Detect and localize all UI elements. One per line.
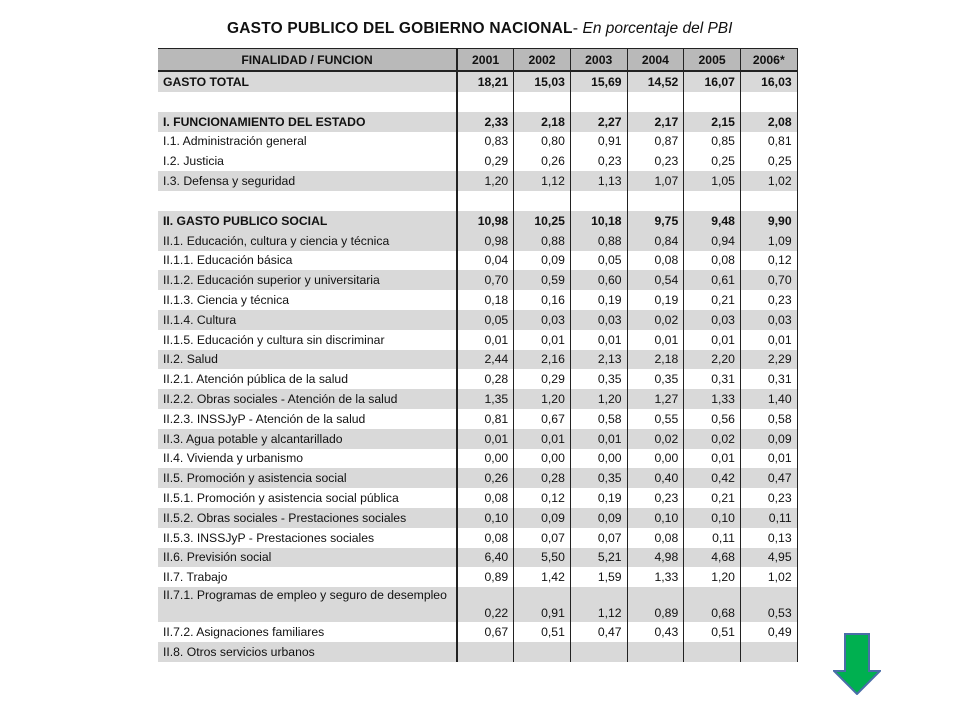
row-value: 0,19 — [570, 488, 627, 508]
header-finalidad-funcion: FINALIDAD / FUNCION — [158, 49, 457, 72]
title-subtitle: En porcentaje del PBI — [582, 20, 733, 37]
row-value: 15,69 — [570, 71, 627, 92]
table-row — [158, 587, 797, 622]
row-value: 0,29 — [514, 369, 571, 389]
row-value: 2,33 — [457, 112, 514, 132]
row-value: 1,27 — [627, 389, 684, 409]
row-value: 10,25 — [514, 211, 571, 231]
row-value: 0,01 — [457, 330, 514, 350]
row-value: 0,01 — [570, 330, 627, 350]
table-row — [158, 508, 797, 528]
row-value: 0,01 — [740, 330, 797, 350]
row-value: 2,15 — [684, 112, 741, 132]
row-value — [740, 191, 797, 211]
table-row — [158, 132, 797, 152]
row-value — [684, 642, 741, 662]
row-value — [684, 92, 741, 112]
row-value: 0,10 — [457, 508, 514, 528]
header-year: 2001 — [457, 49, 514, 72]
row-value: 0,11 — [684, 528, 741, 548]
row-value: 18,21 — [457, 71, 514, 92]
row-value: 0,05 — [570, 251, 627, 271]
row-value — [457, 642, 514, 662]
header-year: 2005 — [684, 49, 741, 72]
row-value: 0,22 — [457, 587, 514, 622]
table-row — [158, 92, 797, 112]
row-value: 15,03 — [514, 71, 571, 92]
row-value: 0,98 — [457, 231, 514, 251]
row-value: 9,75 — [627, 211, 684, 231]
row-label: II.2.2. Obras sociales - Atención de la salud — [158, 389, 457, 409]
row-value: 5,21 — [570, 548, 627, 568]
row-value: 0,35 — [627, 369, 684, 389]
row-value: 0,84 — [627, 231, 684, 251]
row-value: 2,16 — [514, 350, 571, 370]
row-value: 0,19 — [627, 290, 684, 310]
row-value: 0,12 — [740, 251, 797, 271]
row-value: 0,35 — [570, 369, 627, 389]
row-value: 0,01 — [570, 429, 627, 449]
table-row — [158, 409, 797, 429]
row-value: 0,10 — [684, 508, 741, 528]
expenditure-table — [158, 48, 798, 662]
row-value: 0,09 — [514, 508, 571, 528]
row-value: 0,01 — [684, 330, 741, 350]
row-value: 0,02 — [627, 310, 684, 330]
row-value — [740, 92, 797, 112]
row-value: 0,03 — [740, 310, 797, 330]
row-value: 0,83 — [457, 132, 514, 152]
table-row — [158, 548, 797, 568]
row-value: 10,98 — [457, 211, 514, 231]
row-value — [570, 191, 627, 211]
row-value — [457, 191, 514, 211]
table-row — [158, 488, 797, 508]
row-value: 2,13 — [570, 350, 627, 370]
row-value — [570, 92, 627, 112]
row-value: 0,23 — [740, 290, 797, 310]
row-label: II.6. Previsión social — [158, 548, 457, 568]
row-value: 0,49 — [740, 622, 797, 642]
row-value: 2,27 — [570, 112, 627, 132]
down-arrow-icon[interactable] — [833, 633, 881, 695]
row-value: 0,19 — [570, 290, 627, 310]
row-value: 1,07 — [627, 171, 684, 191]
row-value: 0,35 — [570, 468, 627, 488]
row-value: 0,85 — [684, 132, 741, 152]
row-value: 1,02 — [740, 171, 797, 191]
row-value: 1,20 — [684, 567, 741, 587]
row-value: 10,18 — [570, 211, 627, 231]
row-label: II.2.3. INSSJyP - Atención de la salud — [163, 411, 366, 426]
row-value: 0,58 — [570, 409, 627, 429]
row-value: 16,03 — [740, 71, 797, 92]
row-value: 0,08 — [457, 488, 514, 508]
row-value: 0,18 — [457, 290, 514, 310]
row-value: 1,12 — [570, 587, 627, 622]
table-row — [158, 231, 797, 251]
row-value: 1,13 — [570, 171, 627, 191]
table-header-row — [158, 49, 797, 72]
row-label: II.1.2. Educación superior y universitaria — [158, 270, 457, 290]
row-value: 0,08 — [627, 251, 684, 271]
row-label: II.7.2. Asignaciones familiares — [163, 625, 325, 640]
row-value: 6,40 — [457, 548, 514, 568]
row-value: 0,70 — [457, 270, 514, 290]
row-value: 1,02 — [740, 567, 797, 587]
row-value: 0,43 — [627, 622, 684, 642]
table-row — [158, 389, 797, 409]
row-value: 4,68 — [684, 548, 741, 568]
row-value: 1,42 — [514, 567, 571, 587]
row-value: 0,00 — [627, 449, 684, 469]
row-value: 4,98 — [627, 548, 684, 568]
row-value: 0,68 — [684, 587, 741, 622]
row-value: 1,12 — [514, 171, 571, 191]
row-value: 0,00 — [457, 449, 514, 469]
row-value: 0,05 — [457, 310, 514, 330]
row-value: 0,12 — [514, 488, 571, 508]
row-value: 0,01 — [457, 429, 514, 449]
table-row — [158, 642, 797, 662]
row-label: I. FUNCIONAMIENTO DEL ESTADO — [158, 112, 457, 132]
row-value: 0,04 — [457, 251, 514, 271]
row-value — [457, 92, 514, 112]
row-value: 0,54 — [627, 270, 684, 290]
row-label: II.1.3. Ciencia y técnica — [163, 293, 289, 308]
page-title — [227, 20, 732, 38]
row-value: 0,89 — [457, 567, 514, 587]
table-row — [158, 171, 797, 191]
row-label — [158, 191, 457, 211]
row-value: 0,28 — [457, 369, 514, 389]
row-value: 0,03 — [514, 310, 571, 330]
table-row — [158, 468, 797, 488]
table-row — [158, 310, 797, 330]
table-row — [158, 251, 797, 271]
table-row — [158, 71, 797, 92]
row-value — [627, 191, 684, 211]
table-row — [158, 270, 797, 290]
row-value: 0,80 — [514, 132, 571, 152]
row-value: 0,53 — [740, 587, 797, 622]
row-value: 0,88 — [514, 231, 571, 251]
row-value: 1,35 — [457, 389, 514, 409]
row-value: 0,61 — [684, 270, 741, 290]
table-row — [158, 429, 797, 449]
row-label: I.2. Justicia — [163, 154, 224, 169]
row-value: 0,01 — [514, 330, 571, 350]
row-value: 0,67 — [514, 409, 571, 429]
row-value: 0,25 — [740, 151, 797, 171]
row-value: 0,91 — [570, 132, 627, 152]
row-value: 0,09 — [570, 508, 627, 528]
row-value: 0,08 — [627, 528, 684, 548]
row-value: 0,03 — [684, 310, 741, 330]
row-value: 0,08 — [684, 251, 741, 271]
row-value: 0,00 — [514, 449, 571, 469]
row-value: 0,16 — [514, 290, 571, 310]
table-row — [158, 449, 797, 469]
row-label: II.3. Agua potable y alcantarillado — [158, 429, 457, 449]
row-value: 0,01 — [684, 449, 741, 469]
row-label: II.5.3. INSSJyP - Prestaciones sociales — [163, 530, 375, 545]
row-value: 0,02 — [627, 429, 684, 449]
row-value: 0,11 — [740, 508, 797, 528]
row-value: 0,51 — [514, 622, 571, 642]
row-label: II.1.1. Educación básica — [163, 253, 293, 268]
row-value: 0,87 — [627, 132, 684, 152]
row-value: 0,26 — [514, 151, 571, 171]
row-value: 0,23 — [570, 151, 627, 171]
row-value: 1,59 — [570, 567, 627, 587]
row-value: 0,28 — [514, 468, 571, 488]
row-label: II.5.2. Obras sociales - Prestaciones sociales — [158, 508, 457, 528]
row-value: 1,40 — [740, 389, 797, 409]
row-value: 0,13 — [740, 528, 797, 548]
row-value: 2,08 — [740, 112, 797, 132]
row-value: 0,89 — [627, 587, 684, 622]
row-value: 2,20 — [684, 350, 741, 370]
row-label: II.5.1. Promoción y asistencia social pública — [163, 491, 399, 506]
table-row — [158, 211, 797, 231]
table-row — [158, 112, 797, 132]
row-value: 0,10 — [627, 508, 684, 528]
row-label: I.3. Defensa y seguridad — [158, 171, 457, 191]
row-label: II.7. Trabajo — [163, 570, 228, 585]
row-value: 0,47 — [740, 468, 797, 488]
row-value: 0,81 — [740, 132, 797, 152]
row-value — [570, 642, 627, 662]
row-value — [514, 642, 571, 662]
table-row — [158, 369, 797, 389]
row-value: 2,17 — [627, 112, 684, 132]
row-value: 0,08 — [457, 528, 514, 548]
row-value: 1,20 — [457, 171, 514, 191]
row-value — [514, 92, 571, 112]
row-value: 0,00 — [570, 449, 627, 469]
row-label: II.1.5. Educación y cultura sin discriminar — [163, 332, 385, 347]
row-value: 14,52 — [627, 71, 684, 92]
row-value — [627, 92, 684, 112]
row-value: 2,18 — [514, 112, 571, 132]
row-value: 1,20 — [514, 389, 571, 409]
row-label — [158, 92, 457, 112]
row-label: II.1. Educación, cultura y ciencia y técnica — [158, 231, 457, 251]
row-value: 0,01 — [514, 429, 571, 449]
title-separator: - — [572, 20, 579, 37]
row-value: 0,31 — [740, 369, 797, 389]
table-row — [158, 528, 797, 548]
row-value: 0,91 — [514, 587, 571, 622]
row-label: I.1. Administración general — [163, 134, 307, 149]
row-value: 0,51 — [684, 622, 741, 642]
table-row — [158, 290, 797, 310]
row-value: 0,81 — [457, 409, 514, 429]
row-value: 16,07 — [684, 71, 741, 92]
row-value: 0,88 — [570, 231, 627, 251]
header-year: 2003 — [570, 49, 627, 72]
table-row — [158, 191, 797, 211]
row-value: 0,23 — [627, 151, 684, 171]
row-label: II.4. Vivienda y urbanismo — [163, 451, 304, 466]
row-value: 0,07 — [570, 528, 627, 548]
row-label: II.1.4. Cultura — [158, 310, 457, 330]
row-value: 2,44 — [457, 350, 514, 370]
row-value: 0,58 — [740, 409, 797, 429]
table-row — [158, 622, 797, 642]
row-value: 0,70 — [740, 270, 797, 290]
row-value: 0,02 — [684, 429, 741, 449]
row-value: 0,07 — [514, 528, 571, 548]
row-value: 1,05 — [684, 171, 741, 191]
row-label: II.7.1. Programas de empleo y seguro de desempleo — [158, 587, 457, 622]
row-value: 9,90 — [740, 211, 797, 231]
row-value: 1,33 — [627, 567, 684, 587]
row-value: 0,23 — [740, 488, 797, 508]
header-year: 2004 — [627, 49, 684, 72]
row-value: 0,67 — [457, 622, 514, 642]
row-value: 0,94 — [684, 231, 741, 251]
row-label: II.2. Salud — [158, 350, 457, 370]
row-value: 5,50 — [514, 548, 571, 568]
row-value: 0,09 — [514, 251, 571, 271]
table-row — [158, 330, 797, 350]
row-label: II.8. Otros servicios urbanos — [158, 642, 457, 662]
row-value: 1,20 — [570, 389, 627, 409]
row-label: GASTO TOTAL — [158, 71, 457, 92]
row-value: 0,26 — [457, 468, 514, 488]
row-value: 0,03 — [570, 310, 627, 330]
row-value: 0,42 — [684, 468, 741, 488]
row-value: 2,29 — [740, 350, 797, 370]
row-value: 1,09 — [740, 231, 797, 251]
row-value: 0,29 — [457, 151, 514, 171]
row-value: 0,25 — [684, 151, 741, 171]
row-value: 0,23 — [627, 488, 684, 508]
row-value — [740, 642, 797, 662]
row-label: II.5. Promoción y asistencia social — [158, 468, 457, 488]
title-main: GASTO PUBLICO DEL GOBIERNO NACIONAL — [227, 20, 573, 37]
row-value — [514, 191, 571, 211]
row-value: 0,31 — [684, 369, 741, 389]
row-value — [684, 191, 741, 211]
table-row — [158, 151, 797, 171]
row-value: 1,33 — [684, 389, 741, 409]
header-year: 2002 — [514, 49, 571, 72]
row-value: 0,55 — [627, 409, 684, 429]
row-label: II.2.1. Atención pública de la salud — [163, 372, 348, 387]
row-value: 9,48 — [684, 211, 741, 231]
table-row — [158, 350, 797, 370]
header-year: 2006* — [740, 49, 797, 72]
row-label: II. GASTO PUBLICO SOCIAL — [158, 211, 457, 231]
row-value: 0,01 — [740, 449, 797, 469]
row-value: 0,60 — [570, 270, 627, 290]
row-value: 4,95 — [740, 548, 797, 568]
table-row — [158, 567, 797, 587]
row-value: 0,40 — [627, 468, 684, 488]
row-value: 0,47 — [570, 622, 627, 642]
row-value: 0,09 — [740, 429, 797, 449]
row-value: 0,01 — [627, 330, 684, 350]
row-value: 0,21 — [684, 290, 741, 310]
row-value: 2,18 — [627, 350, 684, 370]
row-value — [627, 642, 684, 662]
row-value: 0,21 — [684, 488, 741, 508]
row-value: 0,56 — [684, 409, 741, 429]
row-value: 0,59 — [514, 270, 571, 290]
